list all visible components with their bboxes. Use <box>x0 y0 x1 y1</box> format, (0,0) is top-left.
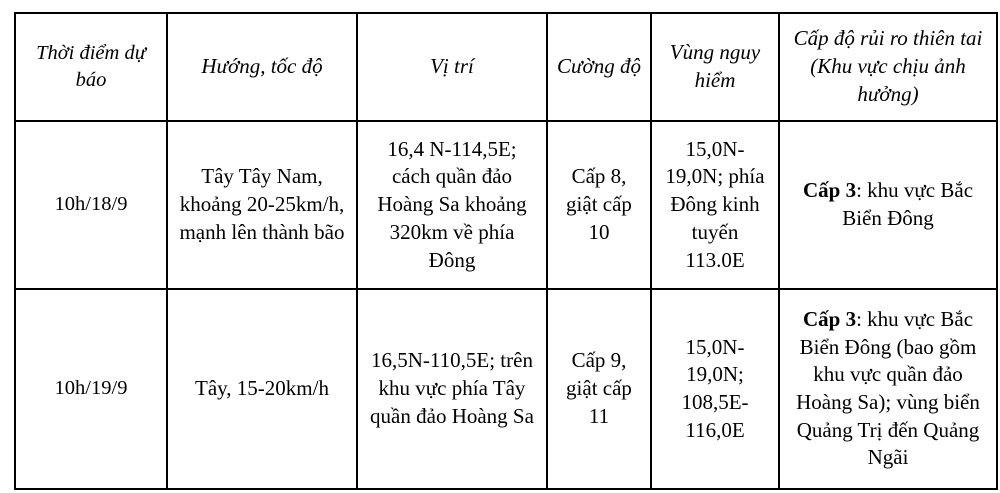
table-header-row <box>15 13 997 121</box>
column-header-position: Vị trí <box>357 13 547 121</box>
cell-direction-speed: Tây Tây Nam, khoảng 20-25km/h, mạnh lên thành bão <box>167 121 357 289</box>
cell-forecast-time: 10h/18/9 <box>15 121 167 289</box>
cell-position: 16,4 N-114,5E; cách quần đảo Hoàng Sa khoảng 320km về phía Đông <box>357 121 547 289</box>
risk-level-badge: Cấp 3 <box>802 306 857 331</box>
cell-intensity: Cấp 8, giật cấp 10 <box>547 121 651 289</box>
storm-forecast-table <box>14 12 998 490</box>
cell-direction-speed: Tây, 15-20km/h <box>167 289 357 489</box>
column-header-risk-level: Cấp độ rủi ro thiên tai (Khu vực chịu ảnh hưởng) <box>779 13 997 121</box>
cell-risk-level <box>779 289 997 489</box>
risk-level-badge: Cấp 3 <box>802 178 857 203</box>
cell-danger-zone: 15,0N-19,0N; 108,5E-116,0E <box>651 289 779 489</box>
cell-intensity: Cấp 9, giật cấp 11 <box>547 289 651 489</box>
table-row <box>15 289 997 489</box>
table-row <box>15 121 997 289</box>
cell-position: 16,5N-110,5E; trên khu vực phía Tây quần đảo Hoàng Sa <box>357 289 547 489</box>
cell-danger-zone: 15,0N-19,0N; phía Đông kinh tuyến 113.0E <box>651 121 779 289</box>
table-body <box>15 121 997 489</box>
column-header-danger-zone: Vùng nguy hiểm <box>651 13 779 121</box>
risk-area-text: : khu vực Bắc Biển Đông (bao gồm khu vực quần đảo Hoàng Sa); vùng biển Quảng Trị đến Quảng Ngãi <box>796 306 980 470</box>
column-header-forecast-time: Thời điểm dự báo <box>15 13 167 121</box>
column-header-intensity: Cường độ <box>547 13 651 121</box>
risk-area-text: : khu vực Bắc Biển Đông <box>842 178 974 230</box>
cell-risk-level <box>779 121 997 289</box>
table-header <box>15 13 997 121</box>
cell-forecast-time: 10h/19/9 <box>15 289 167 489</box>
column-header-direction-speed: Hướng, tốc độ <box>167 13 357 121</box>
